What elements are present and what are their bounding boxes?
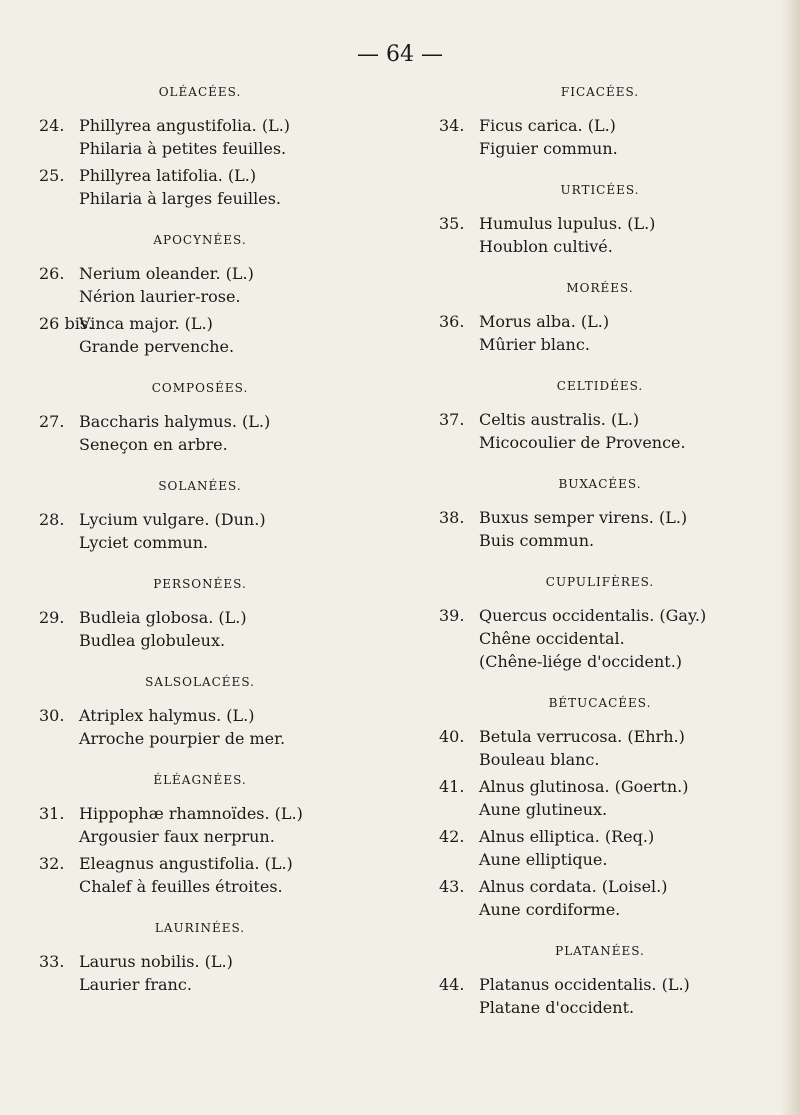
species-entry [35,164,365,210]
entry-number: 44. [439,975,465,994]
latin-name: Platanus occidentalis. (L.) [479,975,690,994]
latin-name: Betula verrucosa. (Ehrh.) [479,727,685,746]
latin-name: Atriplex halymus. (L.) [79,706,255,725]
family-heading: ÉLÉAGNÉES. [153,773,247,787]
family-heading: SOLANÉES. [158,479,242,493]
entry-number: 43. [439,877,465,896]
entry-number: 33. [39,952,65,971]
latin-name: Alnus elliptica. (Req.) [479,827,655,846]
species-entry [435,310,765,356]
species-entry [35,606,365,652]
alternate-name: (Chêne-liége d'occident.) [479,652,683,671]
family-section [35,474,365,554]
entry-number: 37. [439,410,465,429]
family-heading: CELTIDÉES. [556,379,644,393]
latin-name: Baccharis halymus. (L.) [79,412,271,431]
latin-name: Lycium vulgare. (Dun.) [79,510,266,529]
family-heading: FICACÉES. [560,85,640,99]
family-section [35,80,365,210]
family-section [35,670,365,750]
family-heading: PLATANÉES. [555,944,645,958]
family-heading: APOCYNÉES. [153,233,247,247]
species-entry [35,802,365,848]
left-column [35,80,365,1014]
family-section [35,916,365,996]
family-section [435,80,765,160]
common-name: Grande pervenche. [79,337,235,356]
common-name: Micocoulier de Provence. [479,433,686,452]
species-entry [435,114,765,160]
entry-number: 28. [39,510,65,529]
entry-number: 24. [39,116,65,135]
latin-name: Quercus occidentalis. (Gay.) [479,606,707,625]
species-entry [435,506,765,552]
family-section [435,178,765,258]
family-section [435,276,765,356]
family-section [35,572,365,652]
species-entry [35,704,365,750]
species-entry [435,408,765,454]
common-name: Mûrier blanc. [479,335,590,354]
family-section [435,472,765,552]
entry-number: 34. [439,116,465,135]
family-heading: BUXACÉES. [558,477,642,491]
entry-number: 27. [39,412,65,431]
entry-number: 38. [439,508,465,527]
latin-name: Nerium oleander. (L.) [79,264,254,283]
family-heading: URTICÉES. [560,183,640,197]
entry-number: 39. [439,606,465,625]
latin-name: Vinca major. (L.) [79,314,213,333]
latin-name: Morus alba. (L.) [479,312,610,331]
common-name: Laurier franc. [79,975,192,994]
species-entry [35,410,365,456]
species-entry [35,114,365,160]
entry-number: 31. [39,804,65,823]
family-heading: BÉTUCACÉES. [548,696,652,710]
page-edge-shadow [780,0,800,1115]
common-name: Budlea globuleux. [79,631,226,650]
entry-number: 29. [39,608,65,627]
common-name: Chêne occidental. [479,629,625,648]
family-heading: PERSONÉES. [153,577,247,591]
entry-number: 35. [439,214,465,233]
latin-name: Eleagnus angustifolia. (L.) [79,854,293,873]
common-name: Nérion laurier-rose. [79,287,241,306]
family-section [35,376,365,456]
family-heading: COMPOSÉES. [151,381,249,395]
latin-name: Phillyrea angustifolia. (L.) [79,116,291,135]
entry-number: 32. [39,854,65,873]
common-name: Bouleau blanc. [479,750,600,769]
common-name: Platane d'occident. [479,998,635,1017]
latin-name: Alnus cordata. (Loisel.) [479,877,668,896]
family-heading: LAURINÉES. [154,921,246,935]
species-entry [435,725,765,771]
family-section [35,768,365,898]
species-entry [435,825,765,871]
species-entry [435,604,765,673]
common-name: Arroche pourpier de mer. [79,729,286,748]
entry-number: 30. [39,706,65,725]
latin-name: Celtis australis. (L.) [479,410,640,429]
family-heading: SALSOLACÉES. [145,675,255,689]
family-section [35,228,365,358]
latin-name: Alnus glutinosa. (Goertn.) [479,777,689,796]
latin-name: Budleia globosa. (L.) [79,608,247,627]
species-entry [35,508,365,554]
latin-name: Hippophæ rhamnoïdes. (L.) [79,804,303,823]
page-number: — 64 — [357,42,443,67]
species-entry [35,852,365,898]
species-entry [435,973,765,1019]
entry-number: 40. [439,727,465,746]
common-name: Philaria à larges feuilles. [79,189,281,208]
entry-number: 26. [39,264,65,283]
common-name: Aune elliptique. [479,850,608,869]
latin-name: Humulus lupulus. (L.) [479,214,656,233]
common-name: Philaria à petites feuilles. [79,139,287,158]
species-entry [435,212,765,258]
family-section [435,939,765,1019]
species-entry [35,312,365,358]
family-heading: MORÉES. [566,281,634,295]
latin-name: Laurus nobilis. (L.) [79,952,233,971]
common-name: Argousier faux nerprun. [79,827,275,846]
species-entry [35,950,365,996]
entry-number: 36. [439,312,465,331]
common-name: Buis commun. [479,531,595,550]
common-name: Seneçon en arbre. [79,435,228,454]
right-column [435,80,765,1037]
common-name: Aune glutineux. [479,800,608,819]
common-name: Aune cordiforme. [479,900,621,919]
entry-number: 25. [39,166,65,185]
common-name: Chalef à feuilles étroites. [79,877,283,896]
family-heading: CUPULIFÈRES. [545,575,655,589]
family-section [435,691,765,921]
latin-name: Buxus semper virens. (L.) [479,508,688,527]
family-heading: OLÉACÉES. [158,85,242,99]
latin-name: Ficus carica. (L.) [479,116,616,135]
species-entry [35,262,365,308]
common-name: Lyciet commun. [79,533,209,552]
entry-number: 26 bis. [39,314,94,333]
family-section [435,374,765,454]
species-entry [435,875,765,921]
common-name: Houblon cultivé. [479,237,613,256]
latin-name: Phillyrea latifolia. (L.) [79,166,257,185]
family-section [435,570,765,673]
species-entry [435,775,765,821]
common-name: Figuier commun. [479,139,618,158]
entry-number: 41. [439,777,465,796]
entry-number: 42. [439,827,465,846]
